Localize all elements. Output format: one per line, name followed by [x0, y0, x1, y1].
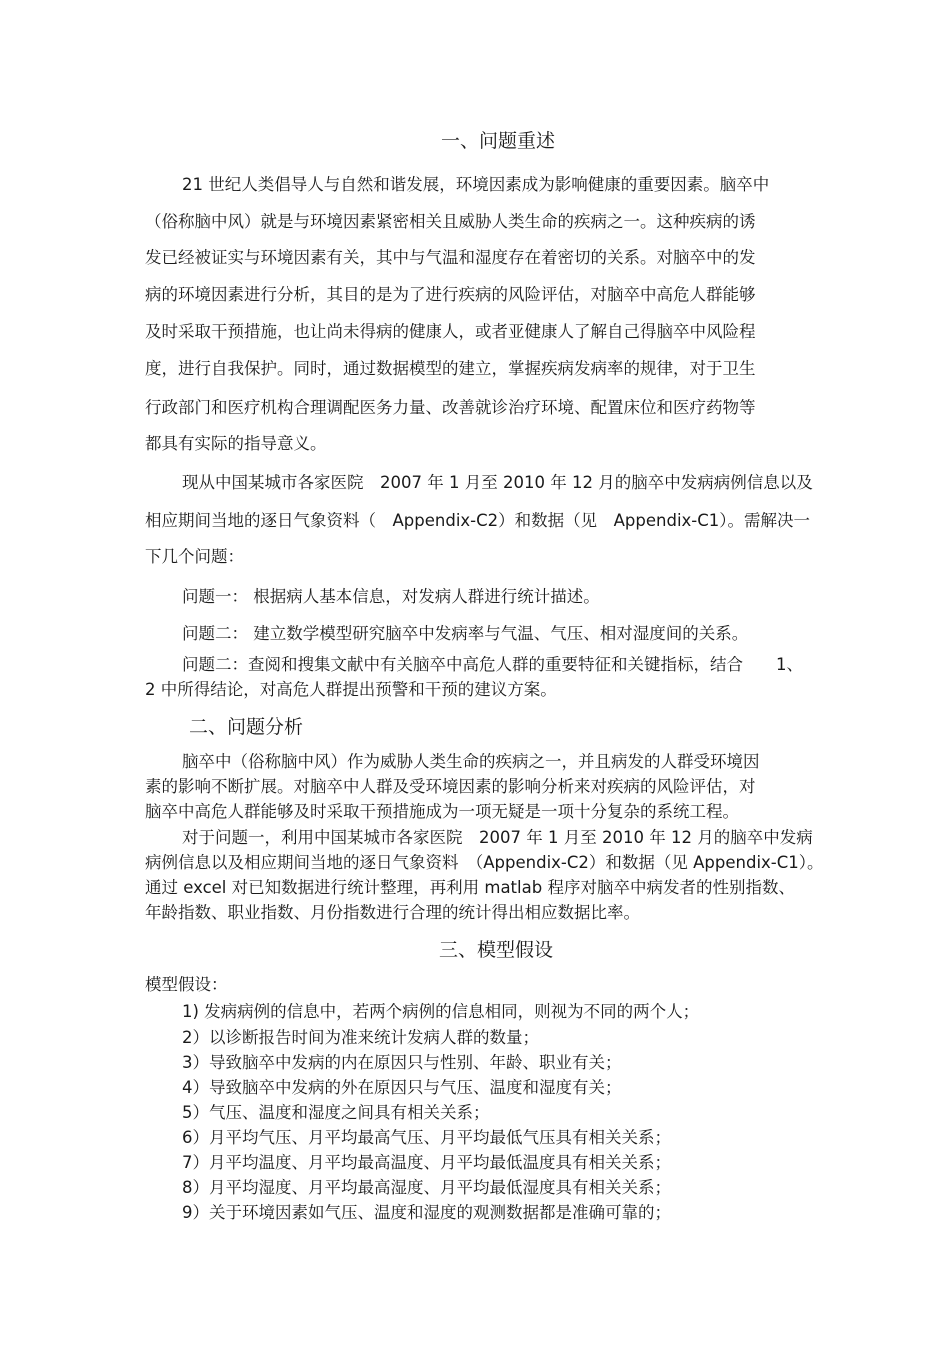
question-1: 问题一： 根据病人基本信息，对发病人群进行统计描述。 — [182, 587, 600, 606]
text-line: 及时采取干预措施，也让尚未得病的健康人，或者亚健康人了解自己得脑卒中风险程 — [145, 322, 756, 341]
list-item: 9）关于环境因素如气压、温度和湿度的观测数据都是准确可靠的； — [182, 1203, 671, 1222]
text-line: （俗称脑中风）就是与环境因素紧密相关且威胁人类生命的疾病之一。这种疾病的诱 — [145, 212, 756, 231]
text-line: 度，进行自我保护。同时，通过数据模型的建立，掌握疾病发病率的规律，对于卫生 — [145, 359, 756, 378]
section2-title: 二、问题分析 — [189, 716, 304, 738]
text-line: 通过 excel 对已知数据进行统计整理，再利用 matlab 程序对脑卒中病发者的性别指数、 — [145, 878, 795, 897]
text-line: 现从中国某城市各家医院 2007 年 1 月至 2010 年 12 月的脑卒中发病病例信息以及 — [182, 473, 813, 492]
question-2: 问题二： 建立数学模型研究脑卒中发病率与气温、气压、相对湿度间的关系。 — [182, 624, 749, 643]
list-item: 1) 发病病例的信息中，若两个病例的信息相同，则视为不同的两个人； — [182, 1002, 700, 1021]
section1-title: 一、问题重述 — [441, 130, 556, 152]
list-item: 5）气压、温度和湿度之间具有相关关系； — [182, 1103, 490, 1122]
text-line: 都具有实际的指导意义。 — [145, 434, 327, 453]
text-line: 行政部门和医疗机构合理调配医务力量、改善就诊治疗环境、配置床位和医疗药物等 — [145, 398, 756, 417]
section3-title: 三、模型假设 — [439, 939, 554, 961]
text-line: 21 世纪人类倡导人与自然和谐发展，环境因素成为影响健康的重要因素。脑卒中 — [182, 175, 770, 194]
list-item: 8）月平均湿度、月平均最高湿度、月平均最低湿度具有相关关系； — [182, 1178, 671, 1197]
text-line: 问题二：查阅和搜集文献中有关脑卒中高危人群的重要特征和关键指标，结合 1、 — [182, 655, 803, 674]
text-line: 病例信息以及相应期间当地的逐日气象资料 （Appendix-C2）和数据（见 Appendix-C1）。 — [145, 853, 824, 872]
list-item: 7）月平均温度、月平均最高温度、月平均最低温度具有相关关系； — [182, 1153, 671, 1172]
text-line: 2 中所得结论，对高危人群提出预警和干预的建议方案。 — [145, 680, 557, 699]
text-line: 病的环境因素进行分析，其目的是为了进行疾病的风险评估，对脑卒中高危人群能够 — [145, 285, 756, 304]
text-line: 年龄指数、职业指数、月份指数进行合理的统计得出相应数据比率。 — [145, 903, 640, 922]
text-line: 脑卒中（俗称脑中风）作为威胁人类生命的疾病之一，并且病发的人群受环境因 — [182, 752, 760, 771]
text-line: 脑卒中高危人群能够及时采取干预措施成为一项无疑是一项十分复杂的系统工程。 — [145, 802, 739, 821]
text-line: 发已经被证实与环境因素有关，其中与气温和湿度存在着密切的关系。对脑卒中的发 — [145, 248, 756, 267]
list-item: 6）月平均气压、月平均最高气压、月平均最低气压具有相关关系； — [182, 1128, 671, 1147]
list-item: 3）导致脑卒中发病的内在原因只与性别、年龄、职业有关； — [182, 1053, 622, 1072]
text-line: 下几个问题： — [145, 547, 244, 566]
text-line: 对于问题一，利用中国某城市各家医院 2007 年 1 月至 2010 年 12 月的脑卒中发病 — [182, 828, 813, 847]
assumptions-intro: 模型假设： — [145, 975, 228, 994]
text-line: 素的影响不断扩展。对脑卒中人群及受环境因素的影响分析来对疾病的风险评估，对 — [145, 777, 756, 796]
text-line: 相应期间当地的逐日气象资料（ Appendix-C2）和数据（见 Appendix-C1）。需解决一 — [145, 511, 811, 530]
list-item: 2）以诊断报告时间为准来统计发病人群的数量； — [182, 1028, 539, 1047]
list-item: 4）导致脑卒中发病的外在原因只与气压、温度和湿度有关； — [182, 1078, 622, 1097]
